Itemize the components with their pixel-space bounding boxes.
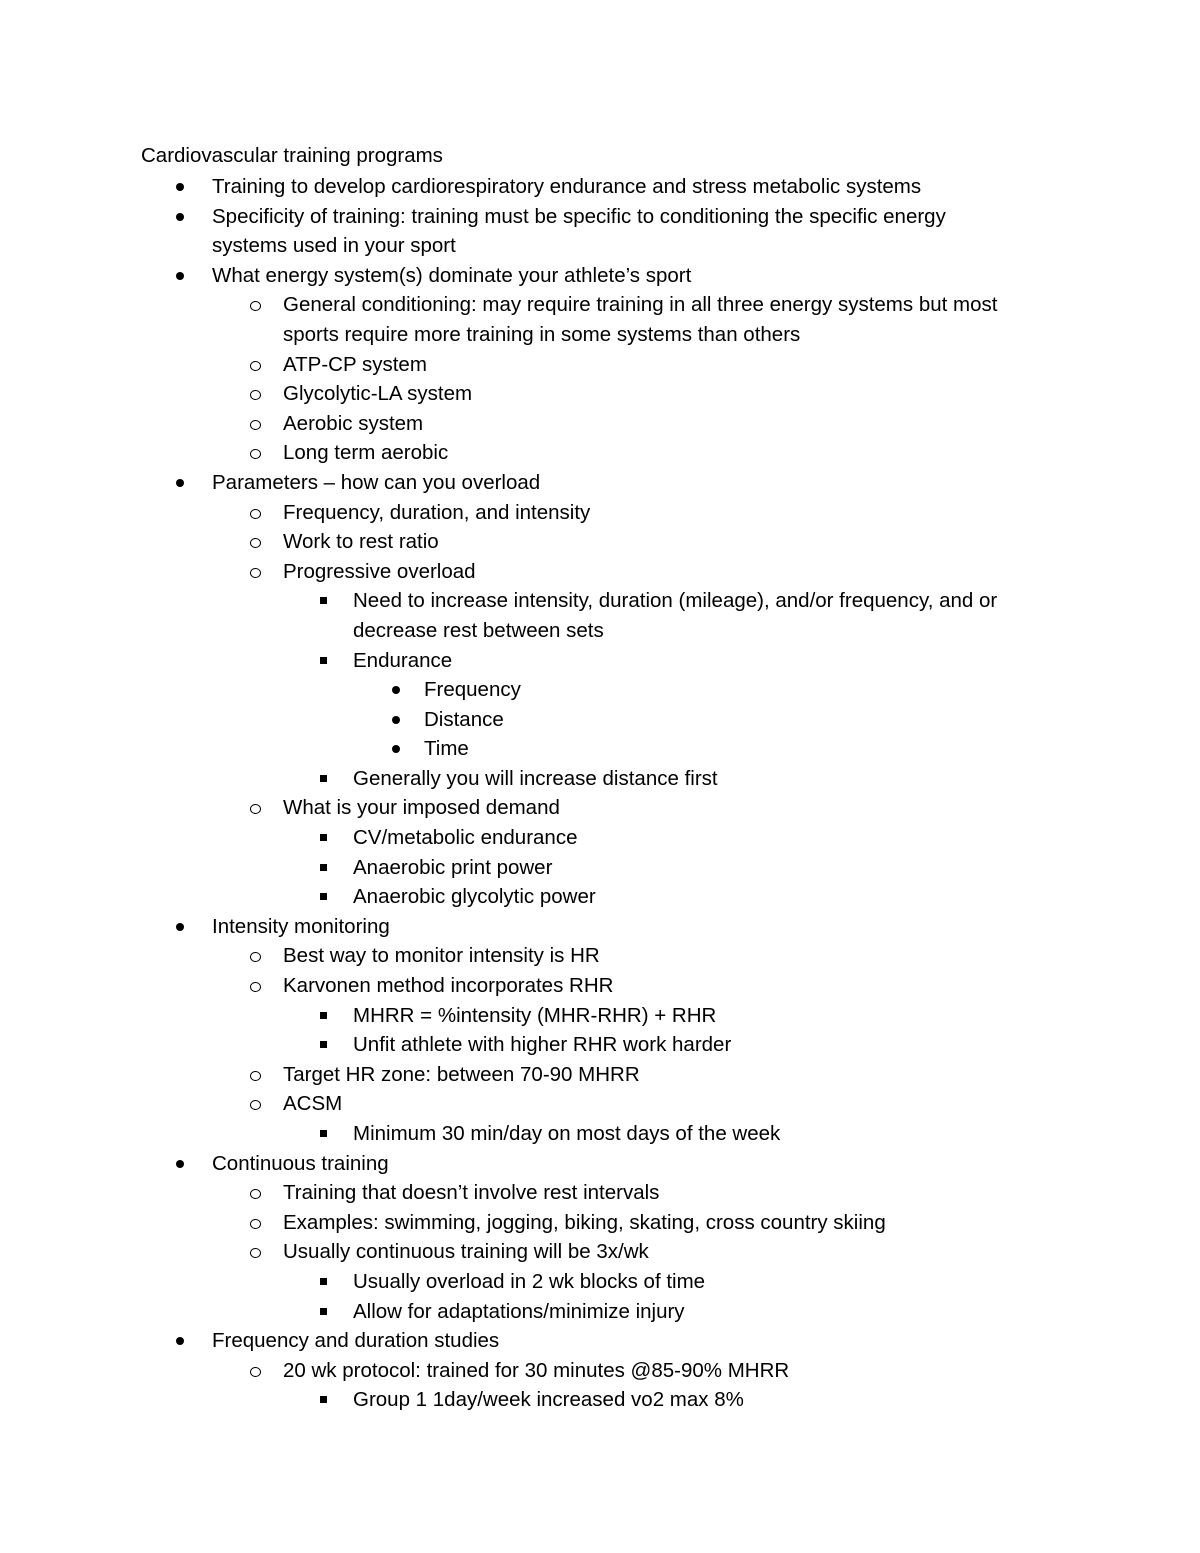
list-item-text-continuation: decrease rest between sets xyxy=(353,618,604,642)
list-item xyxy=(0,172,1200,202)
list-item-text: Minimum 30 min/day on most days of the week xyxy=(353,1122,781,1145)
list-item-text: Training that doesn’t involve rest intervals xyxy=(283,1181,660,1205)
list-item xyxy=(0,1119,1200,1149)
list-item xyxy=(0,764,1200,794)
list-item xyxy=(0,1267,1200,1297)
list-item xyxy=(0,646,1200,676)
list-item xyxy=(0,1297,1200,1327)
list-item-text: Long term aerobic xyxy=(283,441,449,465)
list-item-text: Karvonen method incorporates RHR xyxy=(283,974,614,998)
list-item-text: CV/metabolic endurance xyxy=(353,826,578,850)
list-item-text: Continuous training xyxy=(212,1151,389,1175)
list-item-text: Need to increase intensity, duration (mileage), and/or frequency, and or xyxy=(353,589,998,613)
list-item-text: Endurance xyxy=(353,648,453,672)
list-item-text: Usually continuous training will be 3x/wk xyxy=(283,1240,649,1264)
list-item-text: Unfit athlete with higher RHR work harder xyxy=(353,1033,732,1057)
list-item xyxy=(0,734,1200,764)
list-item xyxy=(0,793,1200,823)
list-item xyxy=(0,586,1200,645)
list-item xyxy=(0,941,1200,971)
list-item-text: Specificity of training: training must be specific to conditioning the specific energy xyxy=(212,204,946,228)
list-item xyxy=(0,498,1200,528)
bullet-outline xyxy=(0,172,1200,1415)
list-item xyxy=(0,1060,1200,1090)
list-item-text: Work to rest ratio xyxy=(283,530,439,554)
list-item-text: What energy system(s) dominate your athlete’s sport xyxy=(212,263,692,287)
list-item xyxy=(0,1089,1200,1119)
list-item-text: Best way to monitor intensity is HR xyxy=(283,944,600,968)
list-item xyxy=(0,1385,1200,1415)
list-item-text: Frequency, duration, and intensity xyxy=(283,500,591,524)
list-item-text: Group 1 1day/week increased vo2 max 8% xyxy=(353,1388,744,1412)
list-item-text: Usually overload in 2 wk blocks of time xyxy=(353,1269,706,1293)
list-item-text: Target HR zone: between 70-90 MHRR xyxy=(283,1062,640,1086)
list-item-text: Generally you will increase distance first xyxy=(353,766,718,790)
list-item xyxy=(0,912,1200,942)
list-item xyxy=(0,823,1200,853)
list-item-text: Anaerobic glycolytic power xyxy=(353,885,596,909)
list-item xyxy=(0,527,1200,557)
list-item xyxy=(0,675,1200,705)
list-item-text: General conditioning: may require training in all three energy systems but most xyxy=(283,293,998,317)
list-item xyxy=(0,350,1200,380)
list-item xyxy=(0,261,1200,291)
list-item xyxy=(0,202,1200,261)
list-item-text: Parameters – how can you overload xyxy=(212,470,541,494)
list-item-text: Aerobic system xyxy=(283,411,424,435)
list-item-text-continuation: systems used in your sport xyxy=(212,234,456,258)
list-item-text: MHRR = %intensity (MHR-RHR) + RHR xyxy=(353,1003,717,1027)
list-item xyxy=(0,1001,1200,1031)
list-item xyxy=(0,409,1200,439)
list-item-text: Progressive overload xyxy=(283,559,476,583)
list-item xyxy=(0,438,1200,468)
list-item-text: Anaerobic print power xyxy=(353,855,553,879)
list-item-text: Time xyxy=(424,737,469,761)
list-item xyxy=(0,1149,1200,1179)
list-item-text: What is your imposed demand xyxy=(283,796,560,820)
list-item-text: ATP-CP system xyxy=(283,352,427,376)
list-item xyxy=(0,882,1200,912)
list-item xyxy=(0,1356,1200,1386)
list-item-text: 20 wk protocol: trained for 30 minutes @85-90% MHRR xyxy=(283,1358,790,1382)
list-item xyxy=(0,853,1200,883)
list-item xyxy=(0,1030,1200,1060)
list-item-text: Glycolytic-LA system xyxy=(283,382,473,406)
list-item xyxy=(0,379,1200,409)
list-item-text: Frequency and duration studies xyxy=(212,1329,500,1353)
list-item-text: Allow for adaptations/minimize injury xyxy=(353,1299,685,1323)
document-title: Cardiovascular training programs xyxy=(141,144,443,167)
list-item-text: Examples: swimming, jogging, biking, skating, cross country skiing xyxy=(283,1210,886,1234)
list-item xyxy=(0,290,1200,349)
list-item-text-continuation: sports require more training in some systems than others xyxy=(283,322,801,346)
list-item xyxy=(0,557,1200,587)
list-item xyxy=(0,705,1200,735)
list-item xyxy=(0,1178,1200,1208)
list-item-text: Distance xyxy=(424,707,504,731)
list-item xyxy=(0,1237,1200,1267)
list-item xyxy=(0,1326,1200,1356)
list-item-text: Intensity monitoring xyxy=(212,914,390,938)
list-item xyxy=(0,971,1200,1001)
list-item-text: Training to develop cardiorespiratory endurance and stress metabolic systems xyxy=(212,175,922,198)
list-item-text: ACSM xyxy=(283,1092,343,1116)
list-item xyxy=(0,468,1200,498)
list-item xyxy=(0,1208,1200,1238)
list-item-text: Frequency xyxy=(424,678,521,702)
